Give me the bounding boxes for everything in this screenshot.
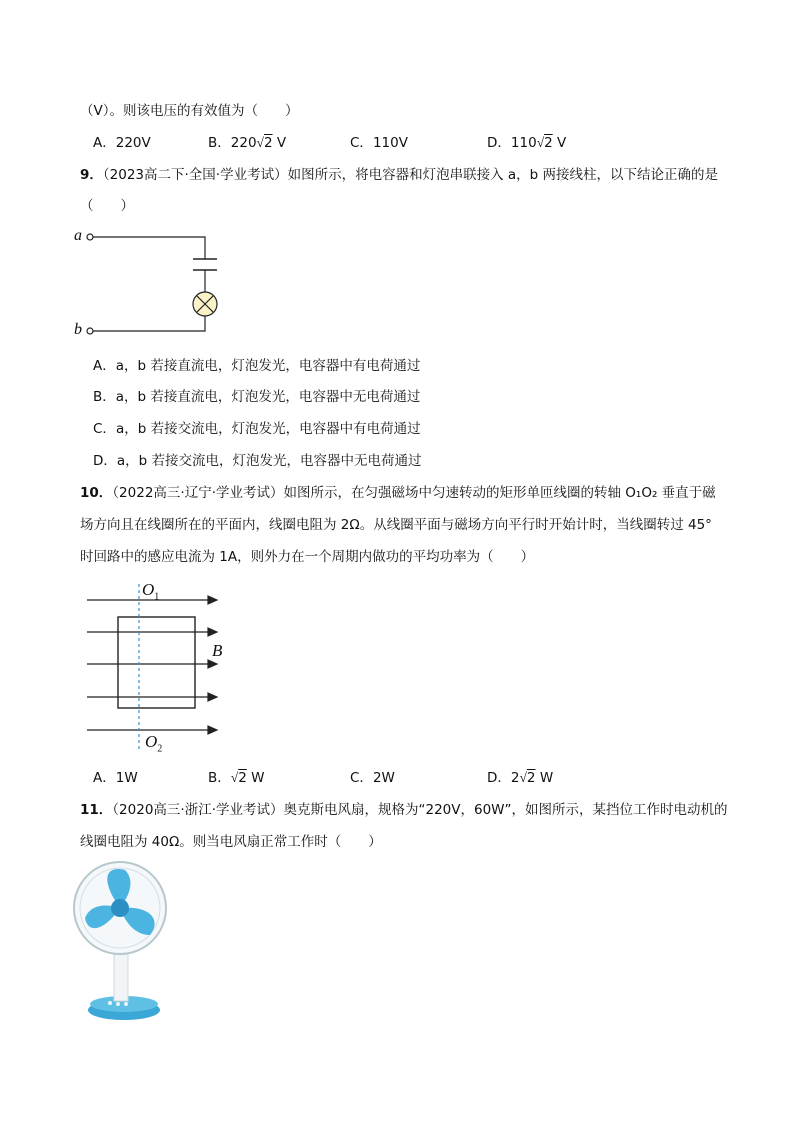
option-key: C．: [350, 135, 373, 151]
option-key: D．: [93, 453, 117, 469]
terminal-b: [87, 328, 93, 334]
q10-option-d[interactable]: [487, 769, 553, 787]
q10-stem-line3: 时回路中的感应电流为 1A，则外力在一个周期内做功的平均功率为（ ）: [80, 549, 535, 565]
o1-subscript: 1: [154, 591, 160, 603]
q10-option-c[interactable]: [350, 769, 395, 787]
option-value: 110: [510, 135, 537, 151]
q9-option-b[interactable]: [93, 388, 420, 406]
option-key: B．: [93, 389, 116, 405]
option-value: 110V: [372, 135, 408, 151]
q9-option-d[interactable]: [93, 452, 422, 470]
option-key: A．: [93, 135, 116, 151]
coil-rectangle: [118, 617, 195, 708]
option-value: a，b 若接直流电，灯泡发光，电容器中有电荷通过: [115, 358, 421, 374]
label-o2: [145, 732, 162, 754]
option-key: C．: [93, 421, 116, 437]
sqrt-sign: √: [519, 770, 527, 785]
q10-option-b[interactable]: [208, 769, 264, 787]
option-key: D．: [487, 770, 511, 786]
label-b-field: B: [212, 641, 223, 660]
question-source: （2020高三·浙江·学业考试）: [112, 802, 284, 818]
q11-stem-line1: [80, 801, 728, 819]
lamp-icon: [193, 292, 217, 316]
option-value: a，b 若接交流电，灯泡发光，电容器中有电荷通过: [115, 421, 421, 437]
option-unit: V: [276, 135, 287, 151]
option-value: 2: [510, 770, 520, 786]
terminal-a: [87, 234, 93, 240]
sqrt-sign: √: [536, 135, 545, 150]
label-a: a: [74, 227, 82, 244]
option-value: a，b 若接直流电，灯泡发光，电容器中无电荷通过: [115, 389, 421, 405]
question-number: 10．: [80, 485, 113, 501]
q11-stem-line2: 线圈电阻为 40Ω。则当电风扇正常工作时（ ）: [80, 834, 382, 850]
option-value: 2W: [372, 770, 395, 786]
option-key: B．: [208, 135, 231, 151]
option-key: A．: [93, 358, 116, 374]
question-text: 如图所示，在匀强磁场中匀速转动的矩形单匝线圈的转轴 O₁O₂ 垂直于磁: [283, 485, 716, 501]
option-unit: V: [557, 135, 567, 151]
o1-letter: O: [142, 580, 155, 599]
option-value: 220V: [115, 135, 151, 151]
question-text: 如图所示，将电容器和灯泡串联接入 a，b 两接线柱，以下结论正确的是: [287, 167, 719, 183]
option-key: B．: [208, 770, 231, 786]
option-value: 1W: [115, 770, 138, 786]
label-b: b: [74, 321, 82, 338]
question-source: （2022高三·辽宁·学业考试）: [112, 485, 284, 501]
sqrt-radicand: 2: [544, 135, 553, 151]
q10-option-a[interactable]: [93, 769, 138, 787]
q10-stem-line2: 场方向且在线圈所在的平面内，线圈电阻为 2Ω。从线圈平面与磁场方向平行时开始计时，当线圈转过 45°: [80, 517, 712, 533]
question-number: 11．: [80, 802, 113, 818]
q10-magnetic-field-diagram: [87, 584, 217, 755]
option-value: 220: [230, 135, 257, 151]
q9-option-c[interactable]: [93, 420, 421, 438]
o2-letter: O: [145, 732, 158, 751]
q9-answer-blank: （ ）: [80, 198, 134, 214]
question-text: 奥克斯电风扇，规格为“220V，60W”，如图所示，某挡位工作时电动机的: [283, 802, 728, 818]
option-key: D．: [487, 135, 511, 151]
q10-stem-line1: [80, 484, 716, 502]
sqrt-radicand: 2: [238, 770, 247, 786]
q8-stem-tail: （V）。则该电压的有效值为（ ）: [80, 103, 299, 119]
option-key: C．: [350, 770, 373, 786]
fan-image: [74, 862, 166, 1020]
sqrt-sign: √: [256, 135, 264, 150]
option-unit: W: [539, 770, 554, 786]
label-o1: [142, 580, 159, 602]
option-key: A．: [93, 770, 116, 786]
sqrt-sign: √: [230, 770, 239, 785]
o2-subscript: 2: [157, 743, 163, 755]
q9-circuit-diagram: [87, 234, 217, 334]
option-unit: W: [251, 770, 265, 786]
question-source: （2023高二下·全国·学业考试）: [102, 167, 288, 183]
question-number: 9．: [80, 167, 103, 183]
sqrt-radicand: 2: [526, 770, 536, 786]
q9-option-a[interactable]: [93, 357, 420, 375]
option-value: a，b 若接交流电，灯泡发光，电容器中无电荷通过: [116, 453, 422, 469]
sqrt-radicand: 2: [263, 135, 273, 151]
